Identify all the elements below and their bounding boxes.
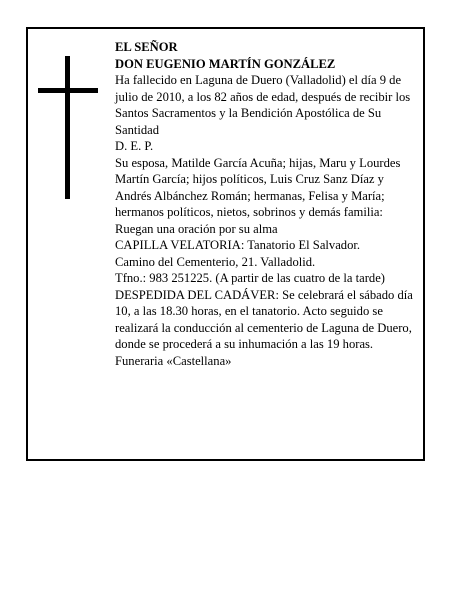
family-list: Su esposa, Matilde García Acuña; hijas, Maru y Lourdes Martín García; hijos políticos, Luis Cruz Sanz Díaz y Andrés Albánchez Román; hermanas, Felisa y María; hermanos políticos, nietos, sobrinos y demás familia:: [115, 155, 401, 219]
cross-icon: [38, 56, 98, 199]
cross-vertical-bar: [65, 56, 70, 199]
funeral-home: Funeraria «Castellana»: [115, 353, 232, 368]
phone-info: Tfno.: 983 251225. (A partir de las cuatro de la tarde): [115, 271, 385, 285]
dep-text: D. E. P.: [115, 139, 154, 153]
chapel-address: Camino del Cementerio, 21. Valladolid.: [115, 254, 316, 269]
obituary-notice: [26, 27, 425, 461]
farewell-info: DESPEDIDA DEL CADÁVER: Se celebrará el sábado día 10, a las 18.30 horas, en el tanatorio. Acto seguido se realizará la conducción al cementerio de Laguna de Duero, donde se procederá a su inhumación a las 19 horas.: [115, 287, 413, 351]
death-announcement: Ha fallecido en Laguna de Duero (Valladolid) el día 9 de julio de 2010, a los 82 años de edad, después de recibir los Santos Sacramentos y la Bendición Apostólica de Su Santidad: [115, 73, 411, 137]
chapel-info: CAPILLA VELATORIA: Tanatorio El Salvador.: [115, 238, 361, 252]
notice-title-line1: EL SEÑOR: [115, 40, 178, 54]
prayer-request: Ruegan una oración por su alma: [115, 221, 278, 236]
notice-body: [115, 39, 415, 369]
cross-horizontal-bar: [38, 88, 98, 93]
deceased-name: DON EUGENIO MARTÍN GONZÁLEZ: [115, 56, 336, 71]
